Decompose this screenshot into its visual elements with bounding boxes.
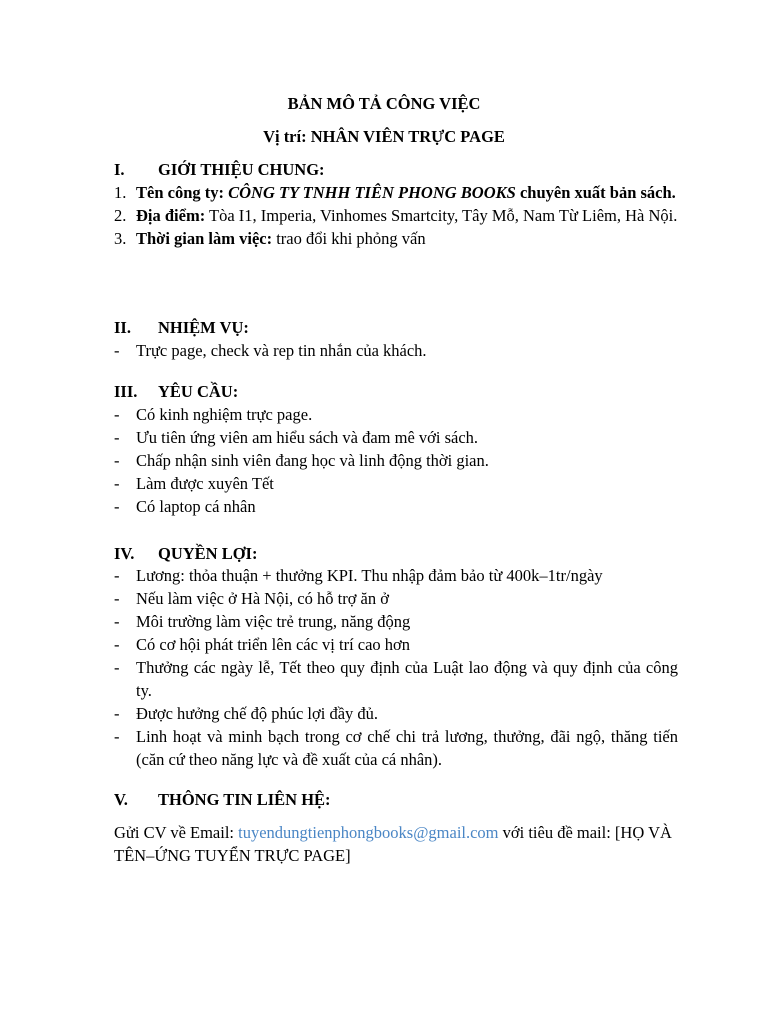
item-text: Có kinh nghiệm trực page.	[136, 405, 313, 424]
benefits-list	[114, 564, 678, 771]
dash-marker: -	[114, 428, 120, 447]
item-text: Ưu tiên ứng viên am hiểu sách và đam mê với sách.	[136, 428, 479, 447]
contact-prefix: Gửi CV về Email:	[114, 823, 235, 842]
item-label: Tên công ty:	[136, 183, 224, 202]
item-label: Địa điểm:	[136, 206, 206, 225]
section-contact-heading	[114, 790, 331, 810]
list-item	[114, 495, 678, 518]
list-item	[114, 339, 678, 362]
item-text: Làm được xuyên Tết	[136, 474, 274, 493]
item-text: Chấp nhận sinh viên đang học và linh động thời gian.	[136, 451, 489, 470]
item-text: Có cơ hội phát triển lên các vị trí cao hơn	[136, 635, 411, 654]
document-title: BẢN MÔ TẢ CÔNG VIỆC	[287, 94, 481, 113]
dash-marker: -	[114, 635, 120, 654]
section-title: GIỚI THIỆU CHUNG:	[158, 160, 325, 179]
list-item	[114, 426, 678, 449]
dash-marker: -	[114, 658, 120, 677]
section-number: II.	[114, 318, 131, 337]
list-item	[114, 204, 678, 227]
item-value: chuyên xuất bản sách.	[519, 183, 676, 202]
dash-marker: -	[114, 612, 120, 631]
section-requirements-heading	[114, 382, 238, 402]
dash-marker: -	[114, 589, 120, 608]
list-item	[114, 403, 678, 426]
duties-list	[114, 339, 678, 362]
dash-marker: -	[114, 566, 120, 585]
section-number: I.	[114, 160, 125, 179]
item-text: Môi trường làm việc trẻ trung, năng động	[136, 612, 411, 631]
requirements-list	[114, 403, 678, 518]
list-item	[114, 564, 678, 587]
item-text: Lương: thỏa thuận + thưởng KPI. Thu nhập đảm bảo từ 400k‒1tr/ngày	[136, 566, 603, 585]
email-link[interactable]: tuyendungtienphongbooks@gmail.com	[238, 823, 499, 842]
section-duties-heading	[114, 318, 249, 338]
list-item	[114, 472, 678, 495]
item-text: Nếu làm việc ở Hà Nội, có hỗ trợ ăn ở	[136, 589, 389, 608]
item-text: Thưởng các ngày lễ, Tết theo quy định của Luật lao động và quy định của công ty.	[136, 658, 678, 700]
intro-list	[114, 181, 678, 250]
item-text: Có laptop cá nhân	[136, 497, 256, 516]
section-benefits-heading	[114, 544, 257, 564]
dash-marker: -	[114, 451, 120, 470]
item-number: 1.	[114, 183, 127, 202]
contact-suffix: với tiêu đề mail: [HỌ VÀ TÊN–ỨNG TUYỂN TRỰC PAGE]	[114, 823, 672, 865]
section-intro-heading	[114, 160, 325, 180]
section-title: NHIỆM VỤ:	[158, 318, 249, 337]
item-text: Được hưởng chế độ phúc lợi đầy đủ.	[136, 704, 379, 723]
dash-marker: -	[114, 727, 120, 746]
list-item	[114, 656, 678, 702]
section-number: V.	[114, 790, 128, 809]
item-number: 2.	[114, 206, 127, 225]
list-item	[114, 633, 678, 656]
list-item	[114, 725, 678, 771]
item-value: trao đổi khi phỏng vấn	[276, 229, 426, 248]
list-item	[114, 702, 678, 725]
position-title: Vị trí: NHÂN VIÊN TRỰC PAGE	[263, 127, 505, 146]
item-label: Thời gian làm việc:	[136, 229, 273, 248]
list-item	[114, 227, 678, 250]
list-item	[114, 610, 678, 633]
item-value: Tòa I1, Imperia, Vinhomes Smartcity, Tây Mỗ, Nam Từ Liêm, Hà Nội.	[209, 206, 678, 225]
section-number: IV.	[114, 544, 135, 563]
section-title: YÊU CẦU:	[158, 382, 239, 401]
item-text: Trực page, check và rep tin nhắn của khách.	[136, 341, 427, 360]
list-item	[114, 587, 678, 610]
section-title: THÔNG TIN LIÊN HỆ:	[158, 790, 331, 809]
list-item	[114, 449, 678, 472]
section-number: III.	[114, 382, 138, 401]
dash-marker: -	[114, 704, 120, 723]
item-number: 3.	[114, 229, 127, 248]
dash-marker: -	[114, 474, 120, 493]
dash-marker: -	[114, 405, 120, 424]
section-title: QUYỀN LỢI:	[158, 544, 258, 563]
list-item	[114, 181, 678, 204]
item-text: Linh hoạt và minh bạch trong cơ chế chi trả lương, thưởng, đãi ngộ, thăng tiến (căn cứ theo năng lực và đề xuất của cá nhân).	[136, 727, 678, 769]
dash-marker: -	[114, 341, 120, 360]
contact-paragraph	[114, 821, 678, 867]
dash-marker: -	[114, 497, 120, 516]
company-name: CÔNG TY TNHH TIÊN PHONG BOOKS	[228, 183, 516, 202]
